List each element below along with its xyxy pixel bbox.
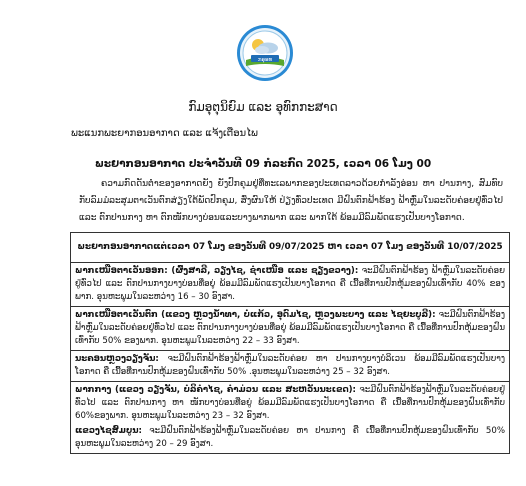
- region-name: ນະຄອນຫຼວງວຽງຈັນ:: [75, 354, 159, 364]
- department-logo: [236, 24, 294, 82]
- table-row: [71, 307, 510, 351]
- intro-text: ຄວາມກົດດັນຕ່ຳຂອງອາກາດຍັງ ຍັງປົກຄຸມຢູ່ທີ່ທະເລພາກຂອງປະເທດລາວດ້ວຍກຳລັງອ່ອນ ຫາ ປານກາງ, ສົມທົບກັບລົມມໍລະສຸມຕາເວັນຕົກສ່ຽງໃຕ້ພັດປົກຄຸມ, ສົ່ງຜົນໃຫ້ ປ່ຽງທົ່ວປະເທດ ມີຝົນຕົກຟ້າຮ້ອງ ຟ້າຫຼົ່ມໃນລະດັບຄ່ອຍຢູ່ທົ່ວໄປ ແລະ ຕົກປານກາງ ຫາ ຕົກໜັກບາງບ່ອນແລະບາງພາກພາກ ແລະ ພາກໃຕ້ ພ້ອມມີລົມພັດແຮງເປັນບາງໂອກາດ.: [79, 179, 503, 223]
- forecast-period: ພະຍາກອນອາກາດແຕ່ເວລາ 07 ໂມງ ຂອງວັນທີ 09/07/2025 ຫາ ເວລາ 07 ໂມງ ຂອງວັນທີ 10/07/2025: [71, 233, 510, 263]
- table-row: [71, 233, 510, 263]
- region-forecast: ຈະມີຝົນຕົກຟ້າຮ້ອງ ຟ້າຫຼົ່ມໃນລະດັບຄ່ອຍຢູ່ທົ່ວໄປ ແລະ ຕົກປານກາງບາງບ່ອນທີ່ອຍູ່ ພ້ອມມີລົມພັດແຮງເປັນບາງໂອກາດ ຄື ເນື້ອທີ່ການປົກຫຸ້ມຂອງຝົນເທົ່າກັບ 40% ຂອງພາກ. ອຸນຫະພູມໃນລະຫວ່າງ 16 – 30 ອົງສາ.: [75, 266, 506, 302]
- department-name: ກົມອຸຕຸນິຍົມ ແລະ ອຸທົກກະສາດ: [188, 100, 338, 114]
- division-name: ພະແນກພະຍາກອນອາກາດ ແລະ ແຈ້ງເຕືອນໄພ: [71, 128, 258, 139]
- region-cell: [71, 382, 510, 454]
- region-cell: [71, 263, 510, 307]
- region-name: ພາກເໜືອຕາເວັນອອກ: (ຜົ້ງສາລີ, ວຽງໄຊ, ຊໍາເໜືອ ແລະ ຊຽງຂວາງ):: [75, 266, 359, 276]
- region-name: ພາກເໜືອຕາເວັນຕົກ (ແຂວງ ຫຼວງນ້ຳທາ, ບໍ່ແກ້ວ, ອຸດົມໄຊ, ຫຼວງພະບາງ ແລະ ໄຊຍະບູລີ):: [75, 310, 436, 320]
- sub-region-forecast: ຈະມີຝົນຕົກຟ້າຮ້ອງຟ້າຫຼົ່ມໃນລະດັບຄ່ອຍ ຫາ ປານກາງ ຄື ເນື້ອທີ່ການປົກຫຸ້ມຂອງຝົນເທົ່າກັບ 50% ອຸນຫະພູມໃນລະຫວ່າງ 20 – 29 ອົງສາ.: [75, 426, 505, 449]
- region-forecast: ຈະມີຝົນຕົກຟ້າຮ້ອງຟ້າຫຼົ່ມໃນລະດັບຄ່ອຍຢູ່ທົ່ວໄປ ແລະ ຕົກປານກາງ ຫາ ໜັກບາງບ່ອນທີ່ອຍູ່ ພ້ອມມີລົມພັດແຮງເປັນບາງໂອກາດ ຄື ເນື້ອທີ່ການປົກຫຸ້ມຂອງຝົນເທົ່າກັບ 60%ຂອງພາກ. ອຸນຫະພູມໃນລະຫວ່າງ 23 – 32 ອົງສາ.: [75, 385, 505, 421]
- forecast-table: [70, 232, 510, 454]
- sub-region: [75, 425, 505, 451]
- region-name: ພາກກາງ (ແຂວງ ວຽງຈັນ, ບໍລິຄຳໄຊ, ຄຳມ່ວນ ແລະ ສະຫວັນນະເຂດ):: [75, 385, 356, 395]
- region-cell: [71, 351, 510, 382]
- logo-text: ກອຸອທ: [257, 56, 273, 63]
- region-forecast: ຈະມີຝົນຕົກຟ້າຮ້ອງ ຟ້າຫຼົ່ມໃນລະດັບຄ່ອຍຢູ່ທົ່ວໄປ ແລະ ຕົກປານກາງບາງບ່ອນທີ່ອຍູ່ ພ້ອມມີລົມພັດແຮງເປັນບາງໂອກາດ ຄື ເນື້ອທີ່ການປົກຫຸ້ມຂອງຝົນເທົ່າກັບ 50% ຂອງພາກ. ອຸນຫະພູມໃນລະຫວ່າງ 22 – 33 ອົງສາ.: [75, 310, 506, 346]
- sub-region-name: ແຂວງໄຊສົມບູນ:: [75, 426, 142, 436]
- table-row: [71, 263, 510, 307]
- table-row: [71, 382, 510, 454]
- region-cell: [71, 307, 510, 351]
- region-forecast: ຈະມີຝົນຕົກຟ້າຮ້ອງຟ້າຫຼົ່ມໃນລະດັບຄ່ອຍ ຫາ ປານກາງບາງບໍລິເວນ ພ້ອມມີລົມພັດແຮງເປັນບາງໂອກາດ ຄື ເນື້ອທີ່ການປົກຫຸ້ມຂອງຝົນເທົ່າກັບ 50% .ອຸນຫະພູມໃນລະຫວ່າງ 25 – 32 ອົງສາ.: [75, 354, 505, 377]
- table-row: [71, 351, 510, 382]
- weather-emblem-icon: [236, 24, 294, 82]
- bulletin-intro: [79, 176, 503, 227]
- bulletin-heading: ພະຍາກອນອາກາດ ປະຈຳວັນທີ 09 ກໍລະກົດ 2025, ເວລາ 06 ໂມງ 00: [94, 158, 432, 170]
